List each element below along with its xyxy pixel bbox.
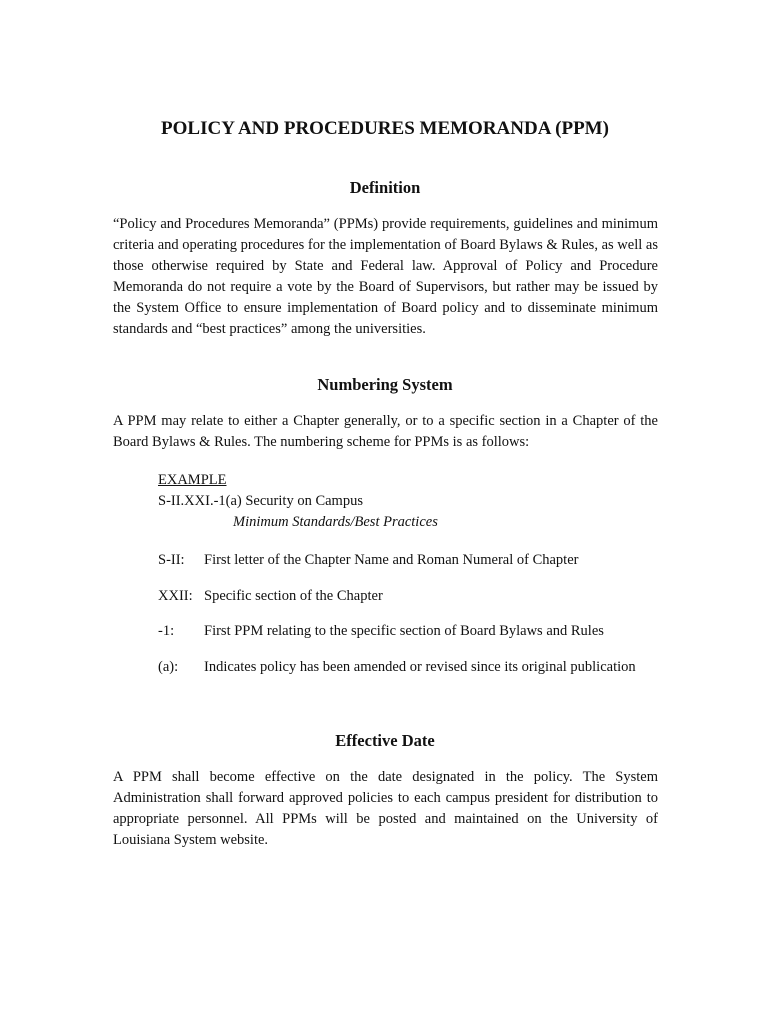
example-subtitle: Minimum Standards/Best Practices bbox=[233, 514, 438, 530]
numbering-item-key: -1: bbox=[158, 623, 175, 639]
example-block bbox=[158, 470, 678, 533]
numbering-item-desc: Specific section of the Chapter bbox=[204, 588, 383, 604]
numbering-system-paragraph: A PPM may relate to either a Chapter generally, or to a specific section in a Chapter of the Board Bylaws & Rules. The numbering scheme for PPMs is as follows: bbox=[113, 413, 658, 450]
definition-paragraph: “Policy and Procedures Memoranda” (PPMs) provide requirements, guidelines and minimum criteria and operating procedures for the implementation of Board Bylaws & Rules, as well as those otherwise required by State and Federal law. Approval of Policy and Procedure Memoranda do not require a vote by the Board of Supervisors, but rather may be issued by the System Office to ensure implementation of Board policy and to disseminate minimum standards and “best practices” among the universities. bbox=[113, 216, 658, 337]
numbering-item-desc: Indicates policy has been amended or revised since its original publication bbox=[204, 659, 636, 675]
numbering-item-key: XXII: bbox=[158, 588, 193, 604]
numbering-system-heading: Numbering System bbox=[317, 375, 453, 394]
numbering-item bbox=[158, 657, 678, 678]
example-code: S-II.XXI.-1(a) Security on Campus bbox=[158, 493, 363, 509]
numbering-item bbox=[158, 621, 678, 642]
definition-heading: Definition bbox=[349, 178, 421, 197]
numbering-item-desc: First PPM relating to the specific section of Board Bylaws and Rules bbox=[204, 623, 604, 639]
numbering-item bbox=[158, 550, 678, 571]
numbering-item-key: (a): bbox=[158, 659, 179, 675]
document-title: POLICY AND PROCEDURES MEMORANDA (PPM) bbox=[161, 118, 609, 139]
effective-date-paragraph: A PPM shall become effective on the date designated in the policy. The System Administration shall forward approved policies to each campus president for distribution to appropriate personnel. All PPMs will be posted and maintained on the University of Louisiana System website. bbox=[113, 769, 658, 848]
effective-date-heading: Effective Date bbox=[335, 731, 435, 750]
numbering-item bbox=[158, 586, 678, 607]
example-label: EXAMPLE bbox=[158, 472, 227, 488]
numbering-item-key: S-II: bbox=[158, 552, 185, 568]
numbering-item-desc: First letter of the Chapter Name and Roman Numeral of Chapter bbox=[204, 552, 579, 568]
